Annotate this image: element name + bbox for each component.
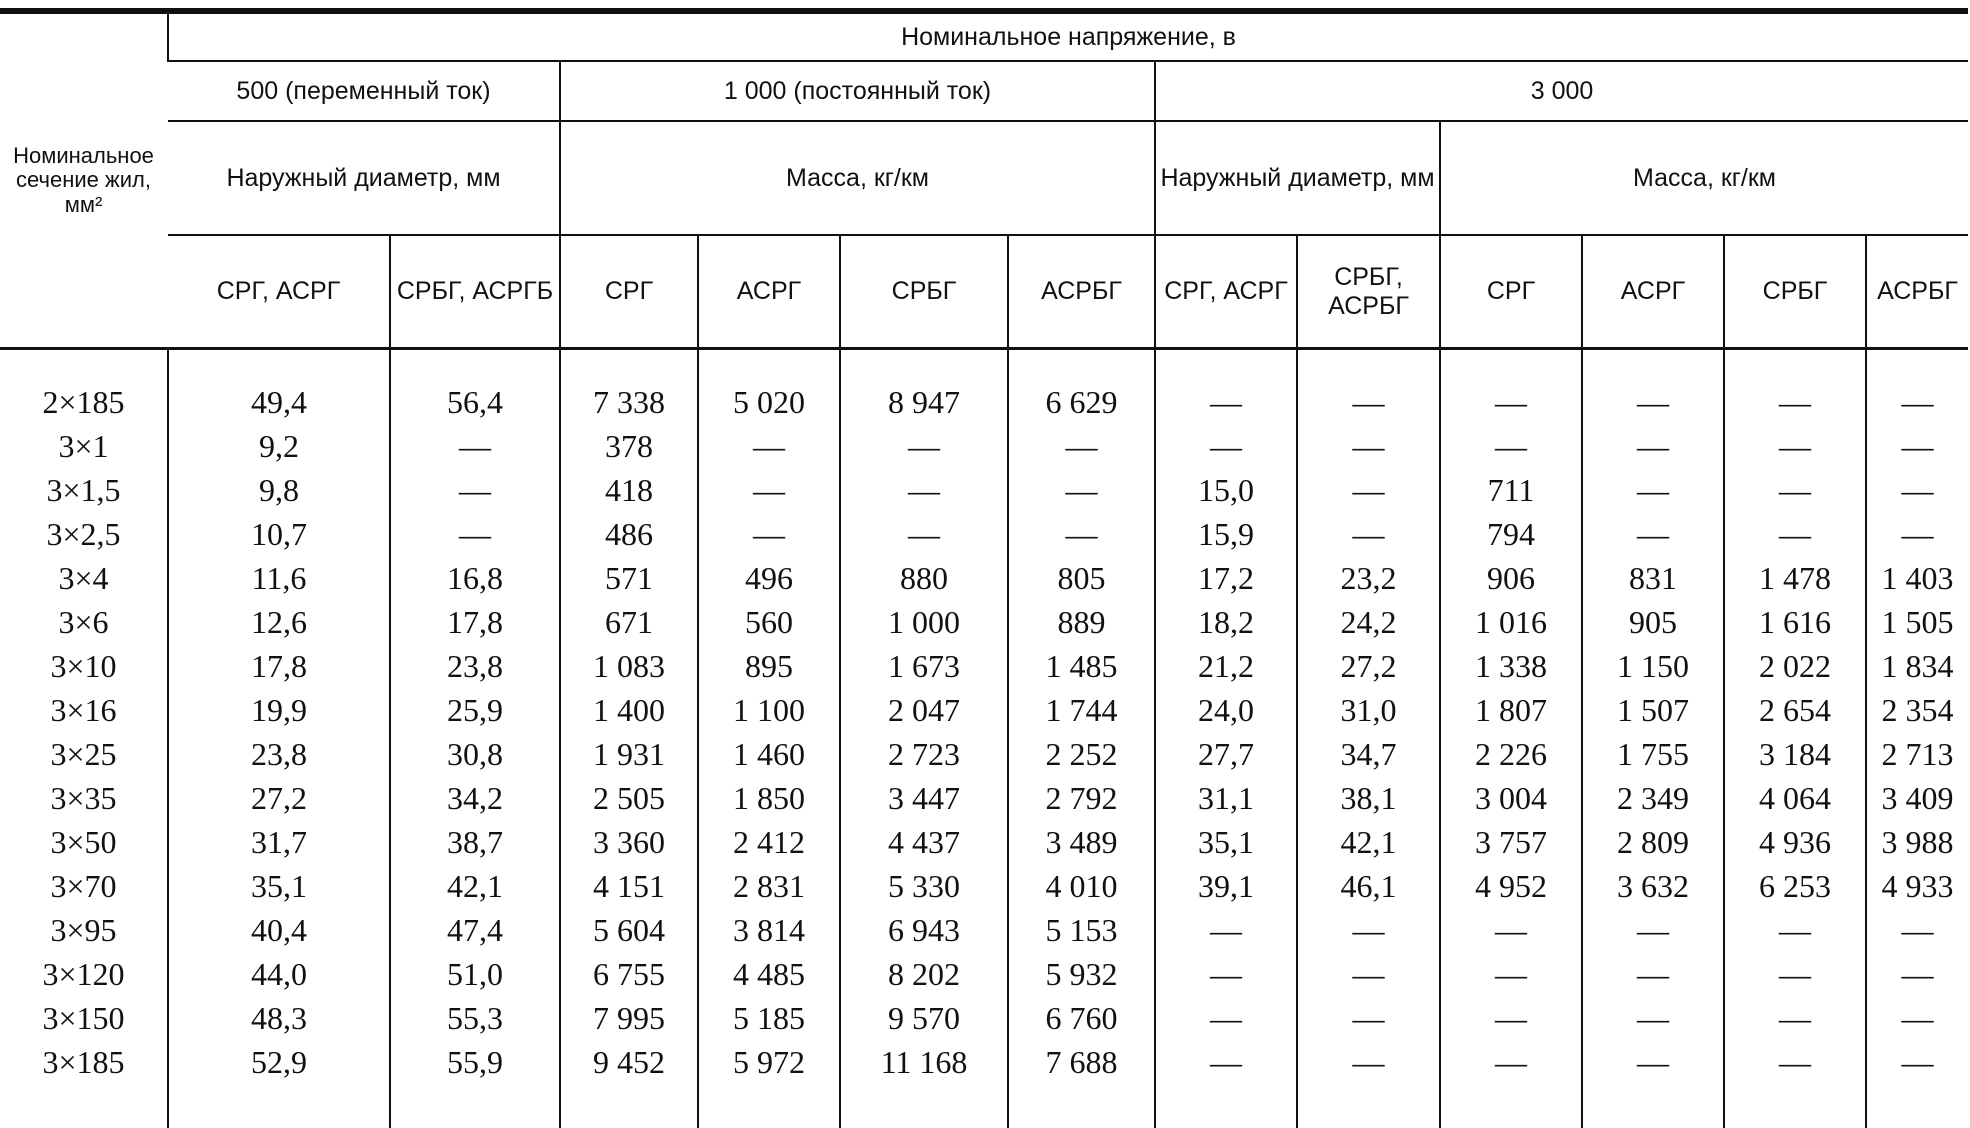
section-cell: 3×25 (0, 732, 168, 776)
value-cell: — (1440, 1040, 1582, 1128)
value-cell: 3 004 (1440, 776, 1582, 820)
table-row (0, 996, 1968, 1040)
table-row (0, 468, 1968, 512)
value-cell: 571 (560, 556, 698, 600)
column-header: АСРБГ (1866, 235, 1968, 349)
group-header-1000: 1 000 (постоянный ток) (560, 61, 1155, 121)
subgroup-header-diameter-500: Наружный диаметр, мм (168, 121, 560, 235)
table-body (0, 349, 1968, 1128)
column-header: СРБГ (840, 235, 1008, 349)
value-cell: 2 723 (840, 732, 1008, 776)
value-cell: — (1440, 908, 1582, 952)
value-cell: 560 (698, 600, 840, 644)
value-cell: 17,8 (168, 644, 390, 688)
value-cell: 6 760 (1008, 996, 1155, 1040)
value-cell: 1 100 (698, 688, 840, 732)
table-row (0, 1040, 1968, 1128)
value-cell: — (1297, 952, 1440, 996)
value-cell: 905 (1582, 600, 1724, 644)
value-cell: — (1866, 952, 1968, 996)
value-cell: 1 616 (1724, 600, 1866, 644)
value-cell: 906 (1440, 556, 1582, 600)
value-cell: 1 507 (1582, 688, 1724, 732)
subgroup-header-mass-3000: Масса, кг/км (1440, 121, 1968, 235)
table-row (0, 512, 1968, 556)
value-cell: — (1724, 349, 1866, 425)
value-cell: 1 755 (1582, 732, 1724, 776)
value-cell: 2 654 (1724, 688, 1866, 732)
value-cell: 6 253 (1724, 864, 1866, 908)
value-cell: 3 184 (1724, 732, 1866, 776)
value-cell: 671 (560, 600, 698, 644)
value-cell: 1 478 (1724, 556, 1866, 600)
value-cell: 2 252 (1008, 732, 1155, 776)
value-cell: 3 489 (1008, 820, 1155, 864)
value-cell: — (1155, 952, 1297, 996)
table-row (0, 776, 1968, 820)
value-cell: 6 943 (840, 908, 1008, 952)
value-cell: — (1582, 424, 1724, 468)
value-cell: — (1297, 468, 1440, 512)
value-cell: — (840, 424, 1008, 468)
section-cell: 2×185 (0, 349, 168, 425)
table-row (0, 600, 1968, 644)
column-header: СРБГ, АСРГБ (390, 235, 560, 349)
value-cell: 27,2 (168, 776, 390, 820)
value-cell: 1 403 (1866, 556, 1968, 600)
column-header: СРГ, АСРГ (1155, 235, 1297, 349)
value-cell: 19,9 (168, 688, 390, 732)
value-cell: — (1155, 424, 1297, 468)
value-cell: 16,8 (390, 556, 560, 600)
value-cell: 17,8 (390, 600, 560, 644)
value-cell: 38,1 (1297, 776, 1440, 820)
value-cell: — (1008, 512, 1155, 556)
value-cell: 2 809 (1582, 820, 1724, 864)
value-cell: — (1724, 908, 1866, 952)
value-cell: 25,9 (390, 688, 560, 732)
value-cell: — (1297, 424, 1440, 468)
value-cell: 378 (560, 424, 698, 468)
table-row (0, 732, 1968, 776)
section-cell: 3×150 (0, 996, 168, 1040)
value-cell: 9 452 (560, 1040, 698, 1128)
table-row (0, 688, 1968, 732)
value-cell: 10,7 (168, 512, 390, 556)
value-cell: — (1724, 996, 1866, 1040)
value-cell: 9,8 (168, 468, 390, 512)
value-cell: 794 (1440, 512, 1582, 556)
value-cell: 1 460 (698, 732, 840, 776)
value-cell: 1 400 (560, 688, 698, 732)
column-header: АСРГ (698, 235, 840, 349)
value-cell: 4 151 (560, 864, 698, 908)
value-cell: 11,6 (168, 556, 390, 600)
value-cell: 8 202 (840, 952, 1008, 996)
value-cell: — (1582, 468, 1724, 512)
value-cell: 895 (698, 644, 840, 688)
value-cell: 1 807 (1440, 688, 1582, 732)
value-cell: 2 792 (1008, 776, 1155, 820)
value-cell: — (1866, 468, 1968, 512)
value-cell: 23,8 (390, 644, 560, 688)
value-cell: 1 083 (560, 644, 698, 688)
value-cell: — (1155, 1040, 1297, 1128)
value-cell: 48,3 (168, 996, 390, 1040)
value-cell: 5 972 (698, 1040, 840, 1128)
value-cell: — (1155, 908, 1297, 952)
value-cell: 40,4 (168, 908, 390, 952)
value-cell: — (1297, 996, 1440, 1040)
value-cell: 496 (698, 556, 840, 600)
column-header: СРГ (1440, 235, 1582, 349)
value-cell: 711 (1440, 468, 1582, 512)
value-cell: — (1582, 512, 1724, 556)
section-cell: 3×50 (0, 820, 168, 864)
section-cell: 3×185 (0, 1040, 168, 1128)
value-cell: 55,3 (390, 996, 560, 1040)
value-cell: 34,2 (390, 776, 560, 820)
value-cell: — (1866, 424, 1968, 468)
table-row (0, 644, 1968, 688)
value-cell: 3 814 (698, 908, 840, 952)
value-cell: — (1866, 349, 1968, 425)
value-cell: — (698, 468, 840, 512)
value-cell: 1 673 (840, 644, 1008, 688)
value-cell: — (1724, 468, 1866, 512)
section-cell: 3×10 (0, 644, 168, 688)
table-row (0, 556, 1968, 600)
value-cell: 5 185 (698, 996, 840, 1040)
value-cell: 23,8 (168, 732, 390, 776)
value-cell: 3 409 (1866, 776, 1968, 820)
table-row (0, 349, 1968, 425)
value-cell: — (1866, 1040, 1968, 1128)
value-cell: 24,0 (1155, 688, 1297, 732)
value-cell: 1 931 (560, 732, 698, 776)
value-cell: — (1582, 996, 1724, 1040)
value-cell: 1 744 (1008, 688, 1155, 732)
value-cell: — (1724, 952, 1866, 996)
value-cell: 5 330 (840, 864, 1008, 908)
table-header (0, 11, 1968, 349)
value-cell: 1 834 (1866, 644, 1968, 688)
value-cell: 2 505 (560, 776, 698, 820)
value-cell: 15,0 (1155, 468, 1297, 512)
value-cell: 42,1 (390, 864, 560, 908)
table-row (0, 820, 1968, 864)
value-cell: — (1008, 468, 1155, 512)
subgroup-header-diameter-3000: Наружный диаметр, мм (1155, 121, 1440, 235)
table-row (0, 424, 1968, 468)
value-cell: 17,2 (1155, 556, 1297, 600)
value-cell: 2 412 (698, 820, 840, 864)
value-cell: — (698, 512, 840, 556)
value-cell: — (698, 424, 840, 468)
value-cell: 418 (560, 468, 698, 512)
value-cell: 12,6 (168, 600, 390, 644)
value-cell: 46,1 (1297, 864, 1440, 908)
value-cell: — (1008, 424, 1155, 468)
value-cell: — (1582, 1040, 1724, 1128)
value-cell: 49,4 (168, 349, 390, 425)
value-cell: 38,7 (390, 820, 560, 864)
value-cell: 4 952 (1440, 864, 1582, 908)
value-cell: 24,2 (1297, 600, 1440, 644)
value-cell: 34,7 (1297, 732, 1440, 776)
value-cell: 7 995 (560, 996, 698, 1040)
value-cell: 3 757 (1440, 820, 1582, 864)
value-cell: 1 150 (1582, 644, 1724, 688)
value-cell: 1 505 (1866, 600, 1968, 644)
value-cell: — (1724, 424, 1866, 468)
group-header-500: 500 (переменный ток) (168, 61, 560, 121)
value-cell: — (1155, 996, 1297, 1040)
value-cell: — (1866, 996, 1968, 1040)
value-cell: 42,1 (1297, 820, 1440, 864)
value-cell: — (1582, 349, 1724, 425)
value-cell: — (1866, 512, 1968, 556)
value-cell: 31,7 (168, 820, 390, 864)
value-cell: — (390, 512, 560, 556)
value-cell: — (1724, 1040, 1866, 1128)
value-cell: 3 447 (840, 776, 1008, 820)
value-cell: 9 570 (840, 996, 1008, 1040)
value-cell: — (1440, 996, 1582, 1040)
value-cell: — (1724, 512, 1866, 556)
value-cell: — (390, 468, 560, 512)
section-cell: 3×2,5 (0, 512, 168, 556)
value-cell: — (1440, 349, 1582, 425)
value-cell: 6 755 (560, 952, 698, 996)
value-cell: 30,8 (390, 732, 560, 776)
section-cell: 3×16 (0, 688, 168, 732)
value-cell: 831 (1582, 556, 1724, 600)
value-cell: 55,9 (390, 1040, 560, 1128)
section-cell: 3×35 (0, 776, 168, 820)
value-cell: 2 713 (1866, 732, 1968, 776)
value-cell: 6 629 (1008, 349, 1155, 425)
value-cell: 9,2 (168, 424, 390, 468)
section-cell: 3×1 (0, 424, 168, 468)
column-header: СРГ, АСРГ (168, 235, 390, 349)
value-cell: 5 020 (698, 349, 840, 425)
value-cell: 1 485 (1008, 644, 1155, 688)
group-header-3000: 3 000 (1155, 61, 1968, 121)
value-cell: — (390, 424, 560, 468)
value-cell: 1 338 (1440, 644, 1582, 688)
value-cell: 4 936 (1724, 820, 1866, 864)
value-cell: 56,4 (390, 349, 560, 425)
table-row (0, 864, 1968, 908)
section-cell: 3×4 (0, 556, 168, 600)
value-cell: 35,1 (168, 864, 390, 908)
value-cell: 31,1 (1155, 776, 1297, 820)
value-cell: 2 047 (840, 688, 1008, 732)
value-cell: 35,1 (1155, 820, 1297, 864)
value-cell: 11 168 (840, 1040, 1008, 1128)
value-cell: 4 933 (1866, 864, 1968, 908)
value-cell: 5 604 (560, 908, 698, 952)
value-cell: — (1155, 349, 1297, 425)
value-cell: — (840, 468, 1008, 512)
value-cell: 44,0 (168, 952, 390, 996)
value-cell: 27,2 (1297, 644, 1440, 688)
value-cell: 1 850 (698, 776, 840, 820)
value-cell: 8 947 (840, 349, 1008, 425)
value-cell: 7 338 (560, 349, 698, 425)
value-cell: 47,4 (390, 908, 560, 952)
value-cell: 2 354 (1866, 688, 1968, 732)
value-cell: 889 (1008, 600, 1155, 644)
value-cell: 2 831 (698, 864, 840, 908)
value-cell: 1 016 (1440, 600, 1582, 644)
value-cell: 3 988 (1866, 820, 1968, 864)
table-row (0, 908, 1968, 952)
column-header: АСРГ (1582, 235, 1724, 349)
value-cell: 805 (1008, 556, 1155, 600)
column-header: АСРБГ (1008, 235, 1155, 349)
section-cell: 3×1,5 (0, 468, 168, 512)
value-cell: 3 632 (1582, 864, 1724, 908)
value-cell: 27,7 (1155, 732, 1297, 776)
value-cell: 1 000 (840, 600, 1008, 644)
value-cell: 18,2 (1155, 600, 1297, 644)
value-cell: 880 (840, 556, 1008, 600)
value-cell: 3 360 (560, 820, 698, 864)
value-cell: — (1582, 952, 1724, 996)
value-cell: 7 688 (1008, 1040, 1155, 1128)
value-cell: 39,1 (1155, 864, 1297, 908)
value-cell: 23,2 (1297, 556, 1440, 600)
section-cell: 3×6 (0, 600, 168, 644)
value-cell: — (1440, 952, 1582, 996)
value-cell: 5 932 (1008, 952, 1155, 996)
value-cell: — (1297, 512, 1440, 556)
section-cell: 3×70 (0, 864, 168, 908)
value-cell: 4 437 (840, 820, 1008, 864)
voltage-header: Номинальное напряжение, в (168, 11, 1968, 61)
value-cell: 4 010 (1008, 864, 1155, 908)
value-cell: 5 153 (1008, 908, 1155, 952)
column-header: СРБГ (1724, 235, 1866, 349)
table-row (0, 952, 1968, 996)
value-cell: 31,0 (1297, 688, 1440, 732)
value-cell: — (1440, 424, 1582, 468)
subgroup-header-mass-1000: Масса, кг/км (560, 121, 1155, 235)
value-cell: — (1582, 908, 1724, 952)
value-cell: — (1297, 1040, 1440, 1128)
value-cell: 51,0 (390, 952, 560, 996)
value-cell: — (1866, 908, 1968, 952)
section-cell: 3×95 (0, 908, 168, 952)
value-cell: 486 (560, 512, 698, 556)
section-cell: 3×120 (0, 952, 168, 996)
value-cell: 2 349 (1582, 776, 1724, 820)
value-cell: 4 064 (1724, 776, 1866, 820)
section-column-header: Номинальное сечение жил, мм² (0, 11, 168, 349)
value-cell: — (1297, 349, 1440, 425)
value-cell: 21,2 (1155, 644, 1297, 688)
value-cell: 52,9 (168, 1040, 390, 1128)
value-cell: 15,9 (1155, 512, 1297, 556)
column-header: СРГ (560, 235, 698, 349)
value-cell: — (840, 512, 1008, 556)
value-cell: 4 485 (698, 952, 840, 996)
cable-data-table (0, 8, 1968, 1128)
column-header: СРБГ, АСРБГ (1297, 235, 1440, 349)
value-cell: 2 226 (1440, 732, 1582, 776)
value-cell: — (1297, 908, 1440, 952)
value-cell: 2 022 (1724, 644, 1866, 688)
